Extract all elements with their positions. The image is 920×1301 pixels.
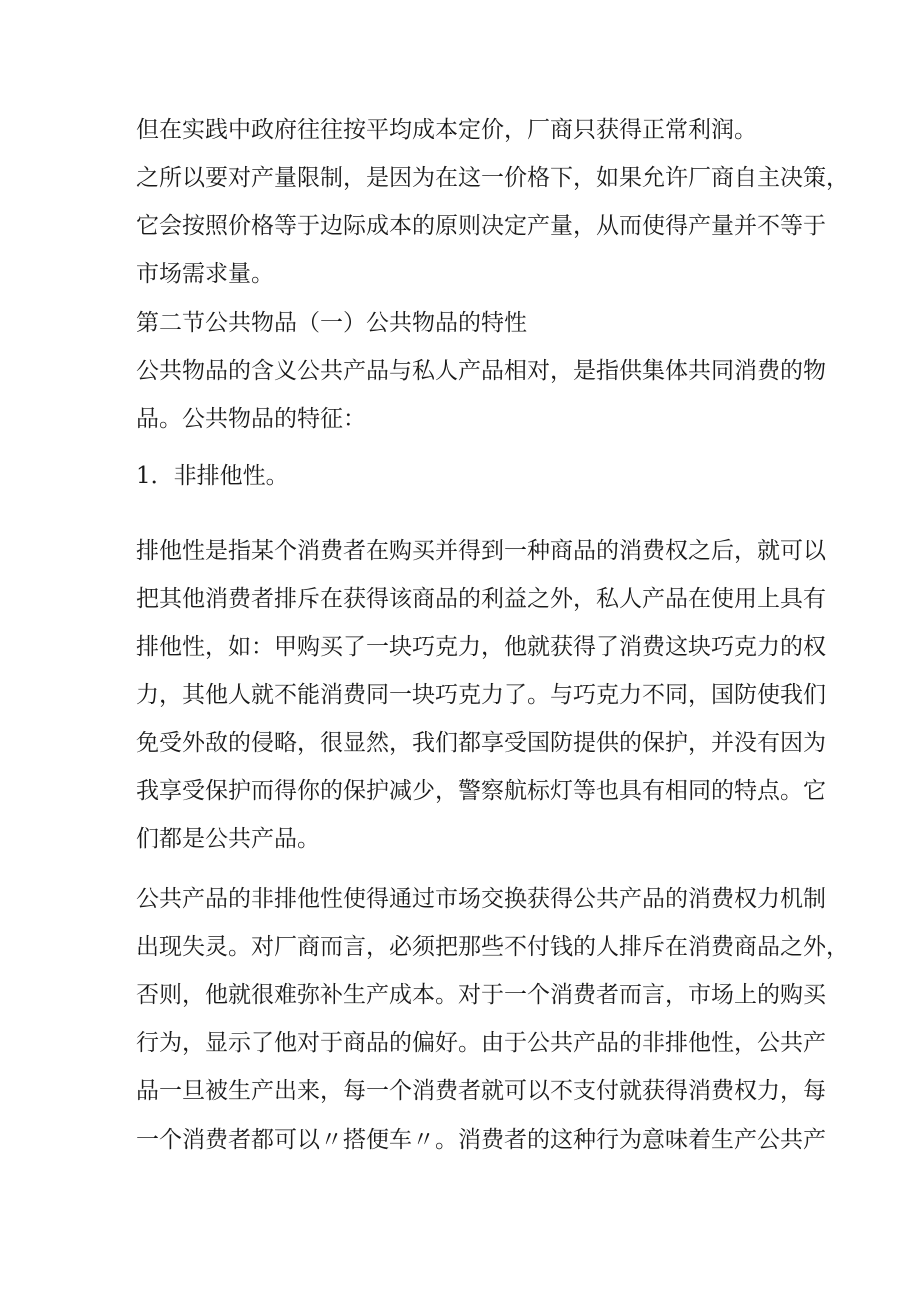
section-heading: 第二节公共物品（一）公共物品的特性 (136, 310, 527, 336)
list-item-heading: 1．非排他性。 (136, 463, 289, 489)
text-line: 它会按照价格等于边际成本的原则决定产量，从而使得产量并不等于 (136, 213, 826, 239)
text-line: 否则，他就很难弥补生产成本。对于一个消费者而言，市场上的购买 (136, 982, 826, 1008)
text-line: 品。公共物品的特征： (136, 406, 366, 432)
text-line: 力，其他人就不能消费同一块巧克力了。与巧克力不同，国防使我们 (136, 682, 826, 708)
text-line: 公共产品的非排他性使得通过市场交换获得公共产品的消费权力机制 (136, 886, 826, 912)
text-line: 出现失灵。对厂商而言，必须把那些不付钱的人排斥在消费商品之外， (136, 934, 849, 960)
text-line: 品一旦被生产出来，每一个消费者就可以不支付就获得消费权力，每 (136, 1078, 826, 1104)
text-line: 但在实践中政府往往按平均成本定价，厂商只获得正常利润。 (136, 117, 757, 143)
text-line: 把其他消费者排斥在获得该商品的利益之外，私人产品在使用上具有 (136, 586, 826, 612)
text-line: 之所以要对产量限制，是因为在这一价格下，如果允许厂商自主决策， (136, 165, 849, 191)
text-line: 行为，显示了他对于商品的偏好。由于公共产品的非排他性，公共产 (136, 1030, 826, 1056)
text-line: 一个消费者都可以〃搭便车〃。消费者的这种行为意味着生产公共产 (136, 1127, 826, 1153)
text-line: 公共物品的含义公共产品与私人产品相对，是指供集体共同消费的物 (136, 358, 826, 384)
text-line: 排他性，如：甲购买了一块巧克力，他就获得了消费这块巧克力的权 (136, 634, 826, 660)
text-line: 免受外敌的侵略，很显然，我们都享受国防提供的保护，并没有因为 (136, 730, 826, 756)
text-line: 们都是公共产品。 (136, 826, 320, 852)
text-line: 排他性是指某个消费者在购买并得到一种商品的消费权之后，就可以 (136, 538, 826, 564)
text-line: 市场需求量。 (136, 261, 274, 287)
text-line: 我享受保护而得你的保护减少，警察航标灯等也具有相同的特点。它 (136, 778, 826, 804)
